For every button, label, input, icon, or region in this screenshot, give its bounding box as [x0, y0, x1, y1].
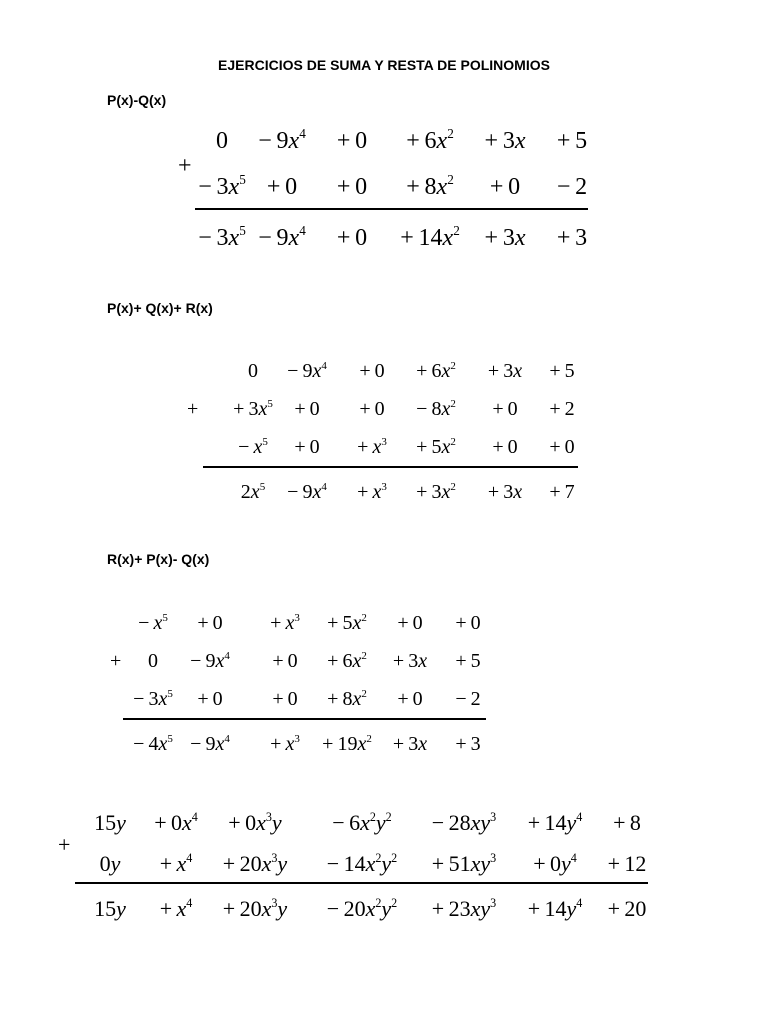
addend-row-2-term: + $0y^4$ — [533, 850, 577, 876]
addend-row-1-term: − $28xy^3$ — [431, 809, 497, 835]
addend-row-2-term: + 0 — [336, 174, 368, 200]
label-exercise-2: P(x)+ Q(x)+ R(x) — [107, 300, 213, 316]
result-row-term: + 3 — [556, 225, 588, 251]
addend-row-2-term: + $8x^2$ — [406, 172, 454, 200]
result-row-term: + 7 — [549, 481, 575, 503]
addend-row-1-term: + 5 — [556, 128, 588, 154]
addend-row-2-term: 0 — [148, 650, 158, 672]
addend-row-3-term: + 0 — [492, 436, 518, 458]
result-row-term: $2x^5$ — [240, 480, 266, 503]
result-row-term: + 3 — [455, 733, 481, 755]
result-row-term: − $9x^4$ — [190, 732, 230, 755]
addend-row-1-term: + $0x^3y$ — [228, 809, 282, 835]
result-row-term: + 0 — [336, 225, 368, 251]
result-row-term: 15y — [94, 896, 126, 921]
addend-row-2-term: − $14x^2y^2$ — [326, 850, 398, 876]
addend-row-3-term: + 0 — [272, 688, 298, 710]
plus-sign: + — [178, 153, 192, 179]
addend-row-3-term: + 0 — [397, 688, 423, 710]
addend-row-1-term: + $x^3$ — [270, 611, 300, 634]
addend-row-2-term: 0y — [99, 851, 121, 876]
page-title: EJERCICIOS DE SUMA Y RESTA DE POLINOMIOS — [218, 57, 550, 73]
addend-row-2-term: + 0 — [272, 650, 298, 672]
addend-row-1-term: + 0 — [359, 360, 385, 382]
result-row-term: + $x^4$ — [159, 895, 193, 921]
sum-rule-line — [75, 882, 648, 884]
result-row-term: + 3x — [392, 733, 428, 755]
addend-row-3-term: + 0 — [294, 436, 320, 458]
addend-row-3-term: + $5x^2$ — [416, 435, 456, 458]
addend-row-2-term: − 2 — [556, 174, 588, 200]
addend-row-1-term: + 3x — [487, 360, 523, 382]
addend-row-2-term: + $6x^2$ — [327, 649, 367, 672]
addend-row-2-term: − $3x^5$ — [198, 172, 246, 200]
addend-row-2-term: + 3x — [392, 650, 428, 672]
addend-row-1-term: + 3x — [484, 128, 526, 154]
label-exercise-3: R(x)+ P(x)- Q(x) — [107, 551, 210, 567]
label-exercise-1: P(x)-Q(x) — [107, 92, 167, 108]
addend-row-2-term: + $3x^5$ — [233, 397, 273, 420]
addend-row-3-term: − 2 — [455, 688, 481, 710]
plus-sign: + — [58, 832, 71, 857]
result-row-term: + $3x^2$ — [416, 480, 456, 503]
addend-row-2-term: + 0 — [489, 174, 521, 200]
addend-row-2-term: + 0 — [492, 398, 518, 420]
addend-row-3-term: − $3x^5$ — [133, 687, 173, 710]
addend-row-1-term: + 0 — [455, 612, 481, 634]
plus-sign: + — [110, 650, 122, 672]
result-row-term: − $4x^5$ — [133, 732, 173, 755]
result-row-term: + $23xy^3$ — [431, 895, 497, 921]
addend-row-2-term: + 2 — [549, 398, 575, 420]
result-row-term: + $x^3$ — [270, 732, 300, 755]
plus-sign: + — [187, 398, 199, 420]
addend-row-1-term: + 0 — [336, 128, 368, 154]
result-row-term: + 20 — [607, 896, 647, 921]
result-row-term: + $14y^4$ — [527, 895, 583, 921]
addend-row-1-term: + 0 — [197, 612, 223, 634]
result-row-term: + $14x^2$ — [400, 223, 460, 251]
addend-row-2-term: + 0 — [359, 398, 385, 420]
result-row-term: + 3x — [487, 481, 523, 503]
addend-row-1-term: − $9x^4$ — [287, 359, 327, 382]
addend-row-3-term: + 0 — [549, 436, 575, 458]
addend-row-3-term: + $x^3$ — [357, 435, 387, 458]
result-row-term: + 3x — [484, 225, 526, 251]
addend-row-1-term: + $14y^4$ — [527, 809, 583, 835]
addend-row-2-term: + $x^4$ — [159, 850, 193, 876]
addend-row-1-term: − $9x^4$ — [258, 126, 306, 154]
addend-row-2-term: − $8x^2$ — [416, 397, 456, 420]
addend-row-1-term: + $6x^2$ — [416, 359, 456, 382]
addend-row-2-term: + 12 — [607, 851, 647, 876]
addend-row-3-term: + $8x^2$ — [327, 687, 367, 710]
result-row-term: + $19x^2$ — [322, 732, 372, 755]
result-row-term: − $9x^4$ — [287, 480, 327, 503]
addend-row-1-term: − $x^5$ — [138, 611, 168, 634]
addend-row-2-term: + $20x^3y$ — [222, 850, 288, 876]
addend-row-2-term: + 5 — [455, 650, 481, 672]
addend-row-1-term: 0 — [248, 360, 258, 382]
result-row-term: − $9x^4$ — [258, 223, 306, 251]
addend-row-1-term: 0 — [216, 128, 228, 154]
addend-row-1-term: + 8 — [613, 810, 641, 835]
addend-row-3-term: + 0 — [197, 688, 223, 710]
addend-row-1-term: + $0x^4$ — [154, 809, 198, 835]
result-row-term: − $3x^5$ — [198, 223, 246, 251]
addend-row-1-term: + 0 — [397, 612, 423, 634]
result-row-term: + $20x^3y$ — [222, 895, 288, 921]
addend-row-1-term: 15y — [94, 810, 126, 835]
result-row-term: − $20x^2y^2$ — [326, 895, 398, 921]
addend-row-2-term: − $9x^4$ — [190, 649, 230, 672]
addend-row-1-term: + $6x^2$ — [406, 126, 454, 154]
addend-row-1-term: + $5x^2$ — [327, 611, 367, 634]
addend-row-2-term: + 0 — [266, 174, 298, 200]
addend-row-1-term: + 5 — [549, 360, 575, 382]
addend-row-2-term: + $51xy^3$ — [431, 850, 497, 876]
result-row-term: + $x^3$ — [357, 480, 387, 503]
addend-row-2-term: + 0 — [294, 398, 320, 420]
addend-row-3-term: − $x^5$ — [238, 435, 268, 458]
addend-row-1-term: − $6x^2y^2$ — [332, 809, 392, 835]
